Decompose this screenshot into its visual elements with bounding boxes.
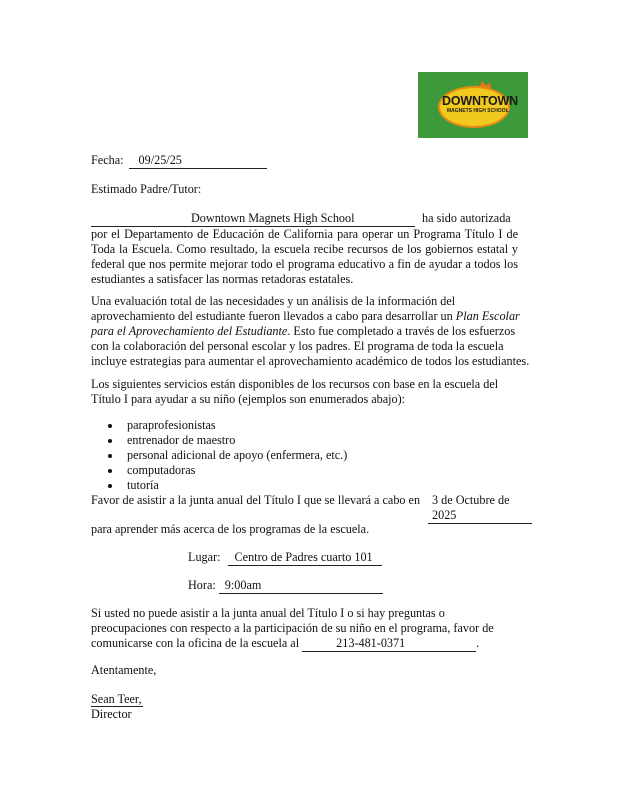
contact-text: Si usted no puede asistir a la junta anual del Título I o si hay preguntas o preocupaciones con respecto a la participación de su niño en el programa, favor de comunicarse con la oficina de la escuela al — [91, 606, 494, 650]
list-item: personal adicional de apoyo (enfermera, etc.) — [91, 448, 347, 463]
meeting-date-field — [428, 493, 532, 524]
greeting: Estimado Padre/Tutor: — [91, 182, 202, 196]
time-label: Hora: — [188, 578, 216, 592]
date-label: Fecha: — [91, 153, 124, 167]
school-logo — [418, 72, 528, 138]
meeting-text: Favor de asistir a la junta anual del Título I que se llevará a cabo en — [91, 493, 421, 507]
date-line — [91, 153, 267, 169]
services-list — [91, 418, 347, 493]
signer-name: Sean Teer, — [91, 692, 142, 706]
list-item: tutoría — [91, 478, 347, 493]
assessment-text-before: Una evaluación total de las necesidades y un análisis de la información del aprovechamiento del estudiante fueron llevados a cabo para desarrollar un — [91, 294, 456, 323]
signer-title: Director — [91, 707, 132, 721]
date-field: 09/25/25 — [129, 153, 267, 169]
closing: Atentamente, — [91, 663, 157, 677]
plan-title: Plan Escolar para el Aprovechamiento del Estudiante — [91, 309, 520, 338]
list-item: paraprofesionistas — [91, 418, 347, 433]
authorization-text: ha sido autorizada — [422, 211, 511, 225]
location-label: Lugar: — [188, 550, 221, 564]
time-field: 9:00am — [219, 578, 383, 594]
list-item: entrenador de maestro — [91, 433, 347, 448]
contact-end: . — [476, 636, 480, 650]
location-field: Centro de Padres cuarto 101 — [228, 550, 382, 566]
logo-name: DOWNTOWN — [442, 94, 518, 108]
assessment-paragraph — [91, 294, 531, 369]
location-line — [188, 550, 382, 566]
list-item: computadoras — [91, 463, 347, 478]
assessment-text-after: . Esto fue completado a través de los esfuerzos con la colaboración del personal escolar y los padres. El programa de toda la escuela incluye estrategias para aumentar el aprovechamiento académico de todos los estudiantes. — [91, 324, 530, 368]
logo-subtitle: MAGNETS HIGH SCHOOL — [447, 108, 509, 114]
services-intro: Los siguientes servicios están disponibles de los recursos con base en la escuela del Título I para ayudar a su niño (ejemplos son enumerados abajo): — [91, 377, 499, 406]
meeting-date-line1: 3 de Octubre de — [432, 493, 510, 507]
contact-paragraph — [91, 606, 521, 652]
meeting-date-line2: 2025 — [432, 508, 457, 522]
authorization-body: por el Departamento de Educación de California para operar un Programa Título I de Toda la Escuela. Como resultado, la escuela recibe recursos de los gobiernos estatal y federal que nos permite mejorar todo el programa educativo a fin de ayudar a todos los estudiantes a satisfacer las normas retadoras estatales. — [91, 227, 518, 286]
time-line — [188, 578, 383, 594]
meeting-after: para aprender más acerca de los programas de la escuela. — [91, 522, 370, 536]
phone-field: 213-481-0371 — [302, 636, 476, 652]
school-name-field: Downtown Magnets High School — [91, 211, 415, 227]
authorization-paragraph — [91, 211, 518, 287]
